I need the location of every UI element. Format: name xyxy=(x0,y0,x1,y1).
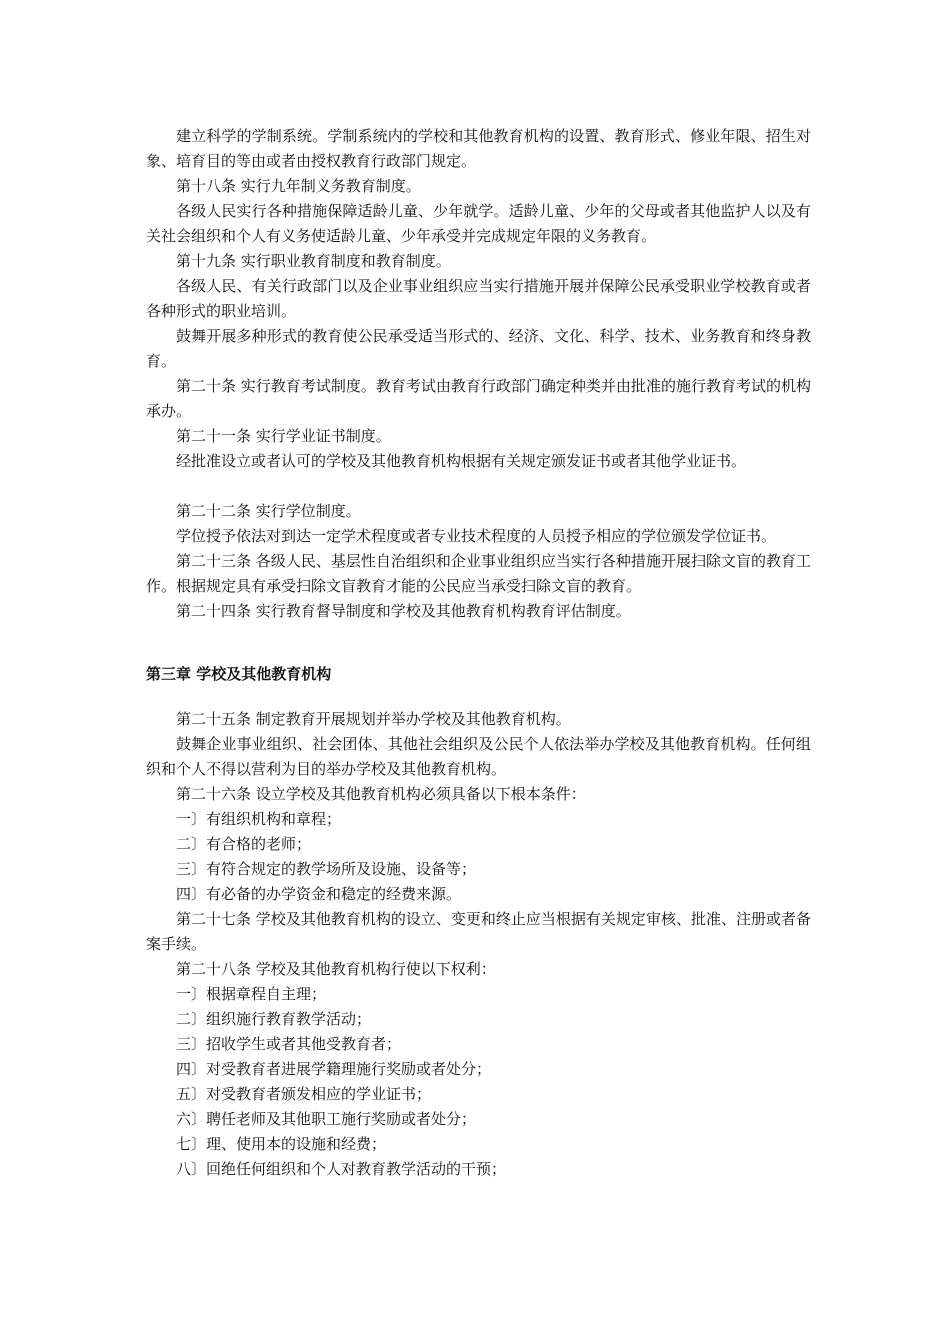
list-item: 八〕回绝任何组织和个人对教育教学活动的干预； xyxy=(176,1160,507,1178)
article-25: 第二十五条 制定教育开展规划并举办学校及其他教育机构。 xyxy=(176,710,571,728)
list-item: 四〕有必备的办学资金和稳定的经费来源。 xyxy=(176,885,462,903)
article-19: 第十九条 实行职业教育制度和教育制度。 xyxy=(176,252,451,270)
article-22: 第二十二条 实行学位制度。 xyxy=(176,502,361,520)
paragraph-degrees: 学位授予依法对到达一定学术程度或者专业技术程度的人员授予相应的学位颁发学位证书。 xyxy=(176,527,777,545)
chapter-heading: 第三章 学校及其他教育机构 xyxy=(146,665,332,683)
list-item: 二〕有合格的老师； xyxy=(176,835,312,853)
list-item: 三〕招收学生或者其他受教育者； xyxy=(176,1035,402,1053)
list-item: 一〕根据章程自主理； xyxy=(176,985,327,1003)
list-item: 四〕对受教育者进展学籍理施行奖励或者处分； xyxy=(176,1060,492,1078)
paragraph-school-system: 建立科学的学制系统。学制系统内的学校和其他教育机构的设置、教育形式、修业年限、招生对象、培育目的等由或者由授权教育行政部门规定。 xyxy=(146,127,811,170)
paragraph-certificates: 经批准设立或者认可的学校及其他教育机构根据有关规定颁发证书或者其他学业证书。 xyxy=(176,452,747,470)
article-28: 第二十八条 学校及其他教育机构行使以下权利： xyxy=(176,960,496,978)
spacer xyxy=(146,624,811,662)
document-body xyxy=(146,124,811,1182)
paragraph-encourage-schools: 鼓舞企业事业组织、社会团体、其他社会组织及公民个人依法举办学校及其他教育机构。任何组织和个人不得以营利为目的举办学校及其他教育机构。 xyxy=(146,735,811,778)
paragraph-lifelong-education: 鼓舞开展多种形式的教育使公民承受适当形式的、经济、文化、科学、技术、业务教育和终身教育。 xyxy=(146,327,811,370)
list-item: 五〕对受教育者颁发相应的学业证书； xyxy=(176,1085,432,1103)
spacer xyxy=(146,687,811,707)
list-item: 一〕有组织机构和章程； xyxy=(176,810,342,828)
paragraph-compulsory-education: 各级人民实行各种措施保障适龄儿童、少年就学。适龄儿童、少年的父母或者其他监护人以及有关社会组织和个人有义务使适龄儿童、少年承受并完成规定年限的义务教育。 xyxy=(146,202,811,245)
list-item: 七〕理、使用本的设施和经费； xyxy=(176,1135,387,1153)
spacer xyxy=(146,474,811,499)
article-27: 第二十七条 学校及其他教育机构的设立、变更和终止应当根据有关规定审核、批准、注册或者备案手续。 xyxy=(146,910,811,953)
article-24: 第二十四条 实行教育督导制度和学校及其他教育机构教育评估制度。 xyxy=(176,602,631,620)
list-item: 二〕组织施行教育教学活动； xyxy=(176,1010,372,1028)
article-20: 第二十条 实行教育考试制度。教育考试由教育行政部门确定种类并由批准的施行教育考试的机构承办。 xyxy=(146,377,811,420)
article-23: 第二十三条 各级人民、基层性自治组织和企业事业组织应当实行各种措施开展扫除文盲的教育工作。根据规定具有承受扫除文盲教育才能的公民应当承受扫除文盲的教育。 xyxy=(146,552,811,595)
article-18: 第十八条 实行九年制义务教育制度。 xyxy=(176,177,421,195)
article-21: 第二十一条 实行学业证书制度。 xyxy=(176,427,391,445)
article-26: 第二十六条 设立学校及其他教育机构必须具备以下根本条件： xyxy=(176,785,586,803)
list-item: 六〕聘任老师及其他职工施行奖励或者处分； xyxy=(176,1110,477,1128)
paragraph-vocational-training: 各级人民、有关行政部门以及企业事业组织应当实行措施开展并保障公民承受职业学校教育或者各种形式的职业培训。 xyxy=(146,277,811,320)
list-item: 三〕有符合规定的教学场所及设施、设备等； xyxy=(176,860,477,878)
